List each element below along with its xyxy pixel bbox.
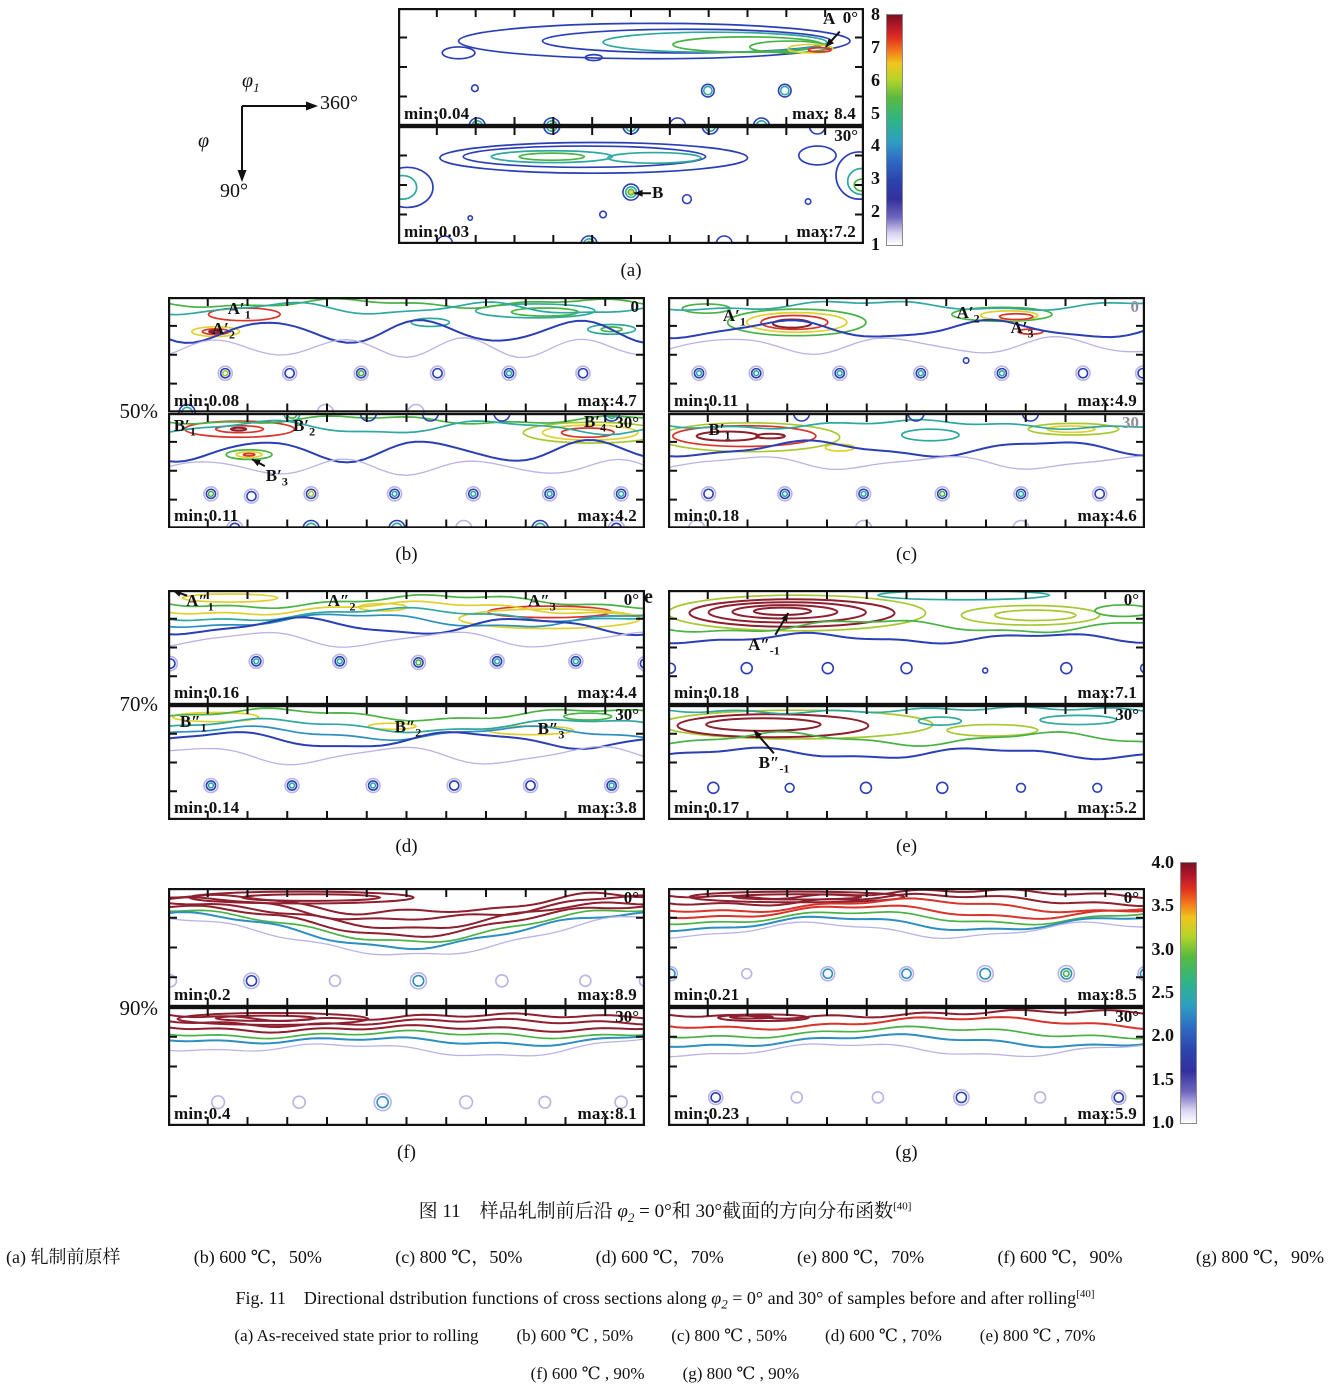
- min-value-label: min:0.18: [674, 506, 740, 525]
- panel-g-section-30deg: [668, 1007, 1145, 1126]
- colorbar-tick-label: 7: [871, 36, 880, 57]
- section-angle-label: 30°: [834, 126, 858, 145]
- contour-plot: [668, 888, 1145, 1007]
- phi1-axis-label: $\varphi_1$: [242, 70, 260, 95]
- colorbar-tick-label: 6: [871, 69, 880, 90]
- min-value-label: min:0.14: [174, 798, 240, 817]
- colorbar-tick-label: 1: [871, 234, 880, 254]
- phi-axis-max: 90°: [220, 180, 248, 202]
- phi1-axis-max: 360°: [320, 92, 358, 114]
- colorbar-tick-label: 3: [871, 168, 880, 189]
- colorbar-tick-label: 3.5: [1151, 895, 1174, 916]
- peak-label: $B'_2$: [292, 416, 316, 439]
- peak-label: $B''_1$: [179, 712, 207, 735]
- colorbar-gradient: [1180, 862, 1197, 1124]
- caption-en-subitems-2: [0, 1364, 1330, 1384]
- peak-label: $A''_{-1}$: [748, 635, 780, 658]
- panel-e-section-0deg: [668, 590, 1145, 705]
- contour-plot: [668, 1007, 1145, 1126]
- max-value-label: max:7.2: [796, 222, 856, 241]
- peak-label: $B''_3$: [537, 718, 565, 742]
- max-value-label: max:8.1: [577, 1104, 637, 1123]
- panel-f-section-0deg: [168, 888, 645, 1007]
- panel-f-section-30deg: [168, 1007, 645, 1126]
- caption-en-title-text: Fig. 11 Directional dstribution functions of cross sections along: [235, 1288, 712, 1308]
- max-value-label: max:7.1: [1077, 683, 1137, 702]
- caption-cn-subitems: [6, 1243, 1324, 1269]
- max-value-label: max:8.9: [577, 985, 637, 1004]
- caption-item-a-cn: (a) 轧制前原样: [6, 1247, 121, 1267]
- caption-cn-title: [0, 1196, 1330, 1226]
- panel-side-note: e: [644, 586, 653, 608]
- caption-item-c-en: (c) 800 ℃ , 50%: [671, 1326, 788, 1345]
- section-angle-label: 0°: [623, 590, 639, 609]
- section-angle-label: 30°: [615, 412, 639, 432]
- min-value-label: min:0.11: [174, 506, 239, 525]
- peak-label: $B'_3$: [265, 465, 288, 489]
- panel-a-section-30deg: [398, 126, 864, 244]
- panel-a: [398, 8, 864, 244]
- max-value-label: max:4.7: [577, 390, 637, 410]
- caption-item-g-cn: (g) 800 ℃，90%: [1195, 1247, 1324, 1267]
- max-value-label: max:4.9: [1077, 390, 1137, 410]
- section-angle-label: 0°: [1123, 888, 1139, 907]
- peak-label: $A'_3$: [1010, 317, 1034, 341]
- panel-tag-f: (f): [397, 1142, 416, 1163]
- colorbar-tick-label: 3.0: [1151, 938, 1174, 959]
- colorbar-1-to-4: [1140, 852, 1200, 1132]
- section-angle-label: 0°: [623, 888, 639, 907]
- section-angle-label: 30°: [615, 1007, 639, 1026]
- panel-b: [168, 297, 645, 528]
- max-value-label: max:4.4: [577, 683, 637, 702]
- contour-plot: [168, 1007, 645, 1126]
- caption-reference: [40]: [1076, 1288, 1095, 1300]
- min-value-label: min:0.4: [174, 1104, 231, 1123]
- row-label-50-percent: 50%: [119, 399, 158, 423]
- contour-plot: [168, 888, 645, 1007]
- caption-item-e-cn: (e) 800 ℃，70%: [797, 1247, 925, 1267]
- caption-item-f-en: (f) 600 ℃ , 90%: [530, 1364, 645, 1383]
- panel-e: [668, 590, 1145, 820]
- peak-label: $A'_1$: [227, 299, 251, 322]
- caption-en-subitems-1: [0, 1326, 1330, 1346]
- colorbar-tick-label: 1.0: [1151, 1112, 1174, 1132]
- max-value-label: max:8.5: [1077, 985, 1137, 1004]
- caption-item-c-cn: (c) 800 ℃，50%: [395, 1247, 523, 1267]
- peak-label: $B'_4$: [583, 411, 607, 434]
- colorbar-tick-label: 8: [871, 4, 880, 24]
- section-angle-label: 30°: [1115, 1007, 1139, 1026]
- row-label-70-percent: 70%: [119, 692, 158, 716]
- panel-c: [668, 297, 1145, 528]
- peak-label: $A''_2$: [327, 591, 356, 614]
- peak-label: $A'_2$: [211, 319, 235, 342]
- min-value-label: min:0.16: [174, 683, 240, 702]
- peak-label: $B'_1$: [173, 416, 196, 439]
- peak-label: A: [822, 9, 836, 29]
- panel-tag-a: (a): [620, 260, 642, 281]
- panel-b-section-0deg: [168, 297, 645, 413]
- peak-label: $B''_{-1}$: [758, 753, 790, 776]
- caption-cn-title-text2: = 0°和 30°截面的方向分布函数: [634, 1201, 894, 1222]
- caption-item-f-cn: (f) 600 ℃，90%: [997, 1247, 1123, 1267]
- euler-axes-annotation: [186, 56, 386, 206]
- min-value-label: min:0.11: [674, 390, 739, 410]
- caption-en-title: [0, 1284, 1330, 1313]
- max-value-label: max:4.6: [1077, 506, 1137, 525]
- colorbar-tick-label: 1.5: [1151, 1068, 1174, 1089]
- panel-d-section-0deg: [168, 590, 645, 705]
- phi-axis-label: φ: [198, 130, 210, 152]
- peak-label: $A'_1$: [722, 306, 746, 329]
- section-angle-label: 0°: [1123, 590, 1139, 609]
- panel-c-section-0deg: [668, 297, 1145, 413]
- panel-f: [168, 888, 645, 1126]
- colorbar-tick-label: 4.0: [1151, 852, 1174, 872]
- min-value-label: min:0.18: [674, 683, 740, 702]
- contour-plot: [668, 590, 1145, 705]
- panel-g: [668, 888, 1145, 1126]
- panel-c-section-30deg: [668, 413, 1145, 529]
- caption-item-d-en: (d) 600 ℃ , 70%: [825, 1326, 942, 1345]
- min-value-label: min:0.08: [174, 390, 240, 410]
- caption-cn-title-text: 图 11 样品轧制前后沿: [418, 1201, 618, 1222]
- peak-label: $A'_2$: [956, 302, 980, 326]
- colorbar-tick-label: 2: [871, 201, 880, 222]
- panel-tag-c: (c): [895, 544, 918, 565]
- peak-label: $A''_1$: [186, 591, 214, 614]
- peak-label: $B'_1$: [708, 419, 731, 442]
- caption-item-b-cn: (b) 600 ℃，50%: [193, 1247, 322, 1267]
- section-angle-label: 30°: [1115, 705, 1139, 724]
- colorbar-gradient: [886, 14, 903, 246]
- section-angle-label: 0: [1130, 297, 1139, 316]
- panel-tag-b: (b): [395, 544, 418, 565]
- panel-a-section-0deg: [398, 8, 864, 126]
- caption-item-g-en: (g) 800 ℃ , 90%: [682, 1364, 800, 1383]
- max-value-label: max:4.2: [577, 506, 637, 525]
- caption-en-title-text2: = 0° and 30° of samples before and after rolling: [727, 1288, 1077, 1308]
- caption-reference: [40]: [893, 1200, 912, 1213]
- max-value-label: max:5.9: [1077, 1104, 1137, 1123]
- section-angle-label: 0: [630, 297, 639, 316]
- section-angle-label: 0°: [842, 8, 858, 27]
- contour-plot: [168, 590, 645, 705]
- row-label-90-percent: 90%: [119, 996, 158, 1020]
- panel-tag-g: (g): [895, 1142, 918, 1163]
- min-value-label: min:0.23: [674, 1104, 740, 1123]
- colorbar-tick-label: 5: [871, 102, 880, 123]
- phi2-symbol: $\varphi_2$: [711, 1288, 728, 1312]
- panel-b-section-30deg: [168, 413, 645, 529]
- panel-d-section-30deg: [168, 705, 645, 820]
- min-value-label: min:0.04: [404, 104, 470, 123]
- min-value-label: min:0.03: [404, 222, 470, 241]
- panel-g-section-0deg: [668, 888, 1145, 1007]
- max-value-label: max: 8.4: [792, 104, 856, 123]
- contour-plot: [668, 705, 1145, 820]
- max-value-label: max:3.8: [577, 798, 637, 817]
- caption-item-a-en: (a) As-received state prior to rolling: [234, 1326, 479, 1345]
- min-value-label: min:0.2: [174, 985, 231, 1004]
- min-value-label: min:0.17: [674, 798, 740, 817]
- axis-arrows: [186, 56, 386, 206]
- phi2-symbol: $\varphi_2$: [617, 1201, 635, 1225]
- caption-item-b-en: (b) 600 ℃ , 50%: [516, 1326, 634, 1345]
- peak-label: $A''_3$: [528, 591, 556, 614]
- contour-plot: [168, 413, 645, 529]
- caption-item-e-en: (e) 800 ℃ , 70%: [979, 1326, 1096, 1345]
- colorbar-tick-label: 2.5: [1151, 982, 1174, 1002]
- peak-label: B: [651, 182, 664, 202]
- panel-tag-d: (d): [395, 836, 418, 857]
- section-angle-label: 30°: [615, 705, 639, 724]
- peak-label: $B''_2$: [394, 716, 422, 740]
- colorbar-tick-label: 4: [871, 135, 880, 156]
- contour-plot: [668, 413, 1145, 529]
- panel-e-section-30deg: [668, 705, 1145, 820]
- panel-tag-e: (e): [895, 836, 918, 857]
- section-angle-label: 30: [1122, 412, 1139, 432]
- panel-d: [168, 590, 645, 820]
- colorbar-tick-label: 2.0: [1151, 1025, 1174, 1046]
- min-value-label: min:0.21: [674, 985, 740, 1004]
- caption-item-d-cn: (d) 600 ℃，70%: [595, 1247, 724, 1267]
- max-value-label: max:5.2: [1077, 798, 1137, 817]
